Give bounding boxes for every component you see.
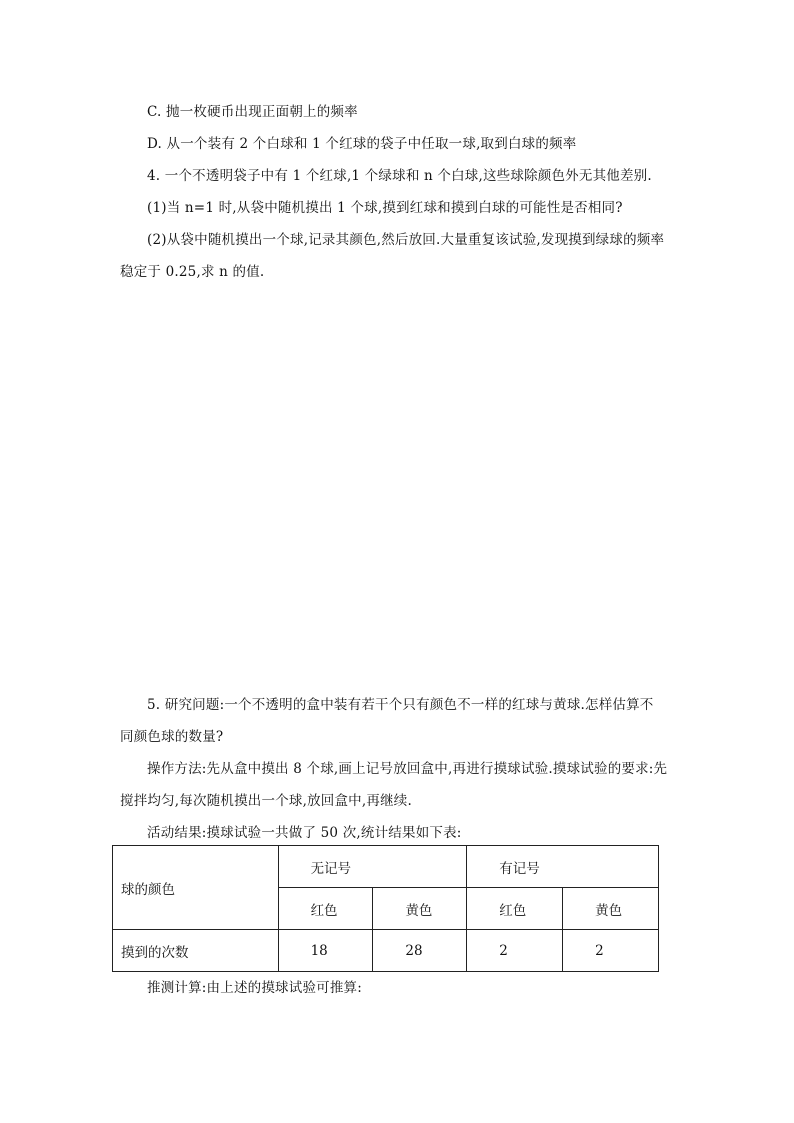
- question-5-method: 操作方法:先从盒中摸出 8 个球,画上记号放回盒中,再进行摸球试验.摸球试验的要求:先: [147, 761, 668, 777]
- question-4-part-2: (2)从袋中随机摸出一个球,记录其颜色,然后放回.大量重复该试验,发现摸到绿球的频率: [147, 232, 665, 248]
- subheader-marked-red: 红色: [467, 888, 563, 930]
- tally-table: [112, 845, 659, 972]
- question-4-stem: 4. 一个不透明袋子中有 1 个红球,1 个绿球和 n 个白球,这些球除颜色外无其他差别.: [147, 168, 652, 184]
- group-header-marked: 有记号: [467, 846, 659, 888]
- subheader-unmarked-yellow: 黄色: [373, 888, 467, 930]
- question-5-stem: 5. 研究问题:一个不透明的盒中装有若干个只有颜色不一样的红球与黄球.怎样估算不: [147, 697, 654, 713]
- question-5-inference: 推测计算:由上述的摸球试验可推算:: [147, 980, 362, 996]
- option-d: D. 从一个装有 2 个白球和 1 个红球的袋子中任取一球,取到白球的频率: [147, 136, 577, 152]
- subheader-marked-yellow: 黄色: [563, 888, 659, 930]
- question-4-part-2-continued: 稳定于 0.25,求 n 的值.: [120, 264, 265, 280]
- question-5-stem-continued: 同颜色球的数量?: [120, 729, 224, 745]
- count-marked-yellow: 2: [563, 930, 659, 972]
- row-label-count: 摸到的次数: [113, 930, 279, 972]
- subheader-unmarked-red: 红色: [278, 888, 373, 930]
- count-marked-red: 2: [467, 930, 563, 972]
- option-c: C. 抛一枚硬币出现正面朝上的频率: [147, 104, 358, 120]
- count-unmarked-red: 18: [278, 930, 373, 972]
- question-4-part-1: (1)当 n=1 时,从袋中随机摸出 1 个球,摸到红球和摸到白球的可能性是否相同?: [147, 200, 623, 216]
- count-unmarked-yellow: 28: [373, 930, 467, 972]
- table-header-row: [113, 846, 659, 888]
- table-row: [113, 930, 659, 972]
- row-header-ball-color: 球的颜色: [113, 846, 279, 930]
- question-5-result-intro: 活动结果:摸球试验一共做了 50 次,统计结果如下表:: [147, 825, 462, 841]
- question-5-method-continued: 搅拌均匀,每次随机摸出一个球,放回盒中,再继续.: [120, 793, 412, 809]
- group-header-unmarked: 无记号: [278, 846, 467, 888]
